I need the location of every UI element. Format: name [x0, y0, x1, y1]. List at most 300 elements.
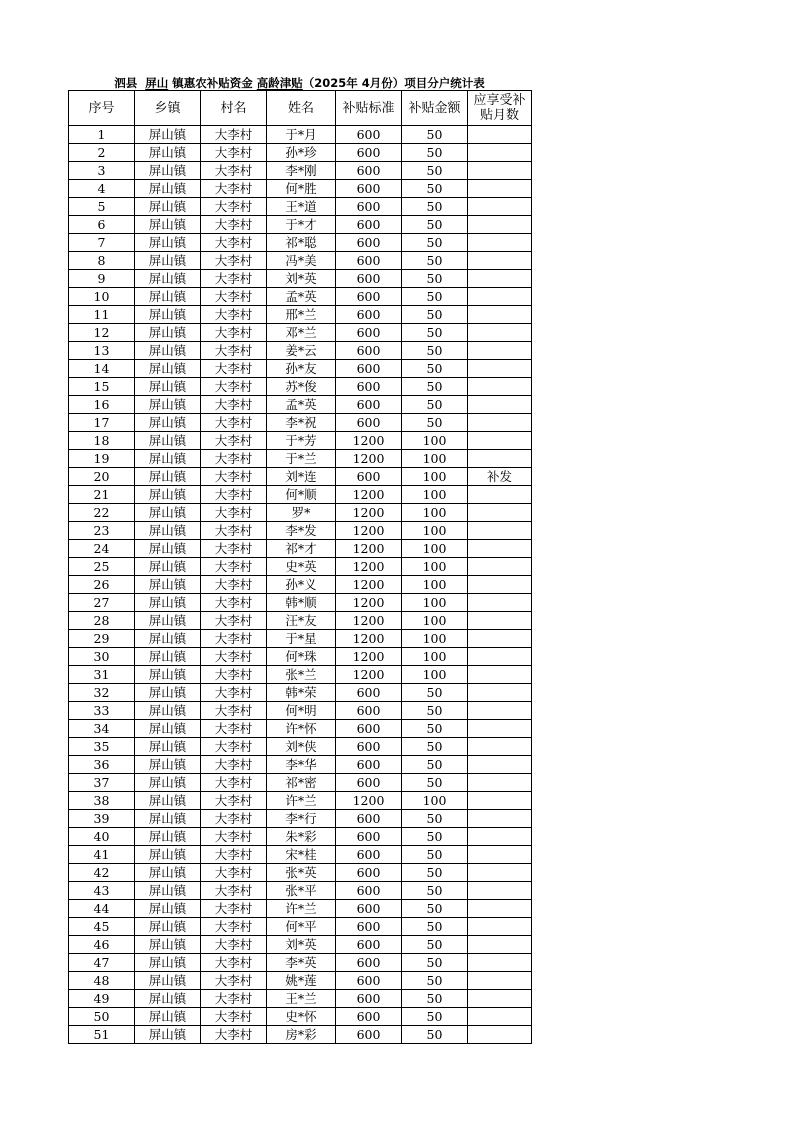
cell-amount: 50	[402, 828, 468, 846]
cell-index: 42	[69, 864, 135, 882]
cell-amount: 50	[402, 774, 468, 792]
cell-months	[468, 360, 532, 378]
cell-name: 刘*连	[267, 468, 336, 486]
cell-amount: 50	[402, 864, 468, 882]
cell-town: 屏山镇	[135, 486, 201, 504]
cell-amount: 50	[402, 306, 468, 324]
cell-town: 屏山镇	[135, 630, 201, 648]
table-row	[69, 774, 532, 792]
cell-months	[468, 828, 532, 846]
cell-town: 屏山镇	[135, 702, 201, 720]
cell-village: 大李村	[201, 630, 267, 648]
cell-town: 屏山镇	[135, 198, 201, 216]
cell-months	[468, 954, 532, 972]
cell-amount: 50	[402, 936, 468, 954]
cell-months	[468, 882, 532, 900]
cell-months	[468, 666, 532, 684]
cell-name: 苏*俊	[267, 378, 336, 396]
cell-town: 屏山镇	[135, 468, 201, 486]
cell-months	[468, 378, 532, 396]
cell-town: 屏山镇	[135, 990, 201, 1008]
cell-months	[468, 234, 532, 252]
cell-months	[468, 990, 532, 1008]
cell-amount: 50	[402, 900, 468, 918]
cell-amount: 100	[402, 468, 468, 486]
title-program: 高龄津贴	[256, 76, 303, 90]
cell-amount: 50	[402, 324, 468, 342]
cell-amount: 50	[402, 270, 468, 288]
cell-months	[468, 702, 532, 720]
cell-standard: 600	[336, 864, 402, 882]
cell-standard: 1200	[336, 594, 402, 612]
cell-name: 刘*侠	[267, 738, 336, 756]
cell-town: 屏山镇	[135, 270, 201, 288]
cell-town: 屏山镇	[135, 216, 201, 234]
cell-standard: 1200	[336, 576, 402, 594]
cell-amount: 50	[402, 162, 468, 180]
cell-amount: 50	[402, 234, 468, 252]
cell-name: 韩*荣	[267, 684, 336, 702]
cell-amount: 50	[402, 882, 468, 900]
cell-town: 屏山镇	[135, 504, 201, 522]
cell-name: 朱*彩	[267, 828, 336, 846]
table-row	[69, 306, 532, 324]
cell-index: 32	[69, 684, 135, 702]
table-row	[69, 216, 532, 234]
cell-town: 屏山镇	[135, 756, 201, 774]
table-row	[69, 882, 532, 900]
cell-name: 汪*友	[267, 612, 336, 630]
cell-name: 于*兰	[267, 450, 336, 468]
cell-town: 屏山镇	[135, 522, 201, 540]
table-row	[69, 756, 532, 774]
cell-name: 李*刚	[267, 162, 336, 180]
table-row	[69, 162, 532, 180]
table-row	[69, 864, 532, 882]
cell-amount: 50	[402, 198, 468, 216]
table-row	[69, 342, 532, 360]
cell-name: 房*彩	[267, 1026, 336, 1044]
cell-amount: 50	[402, 738, 468, 756]
cell-village: 大李村	[201, 972, 267, 990]
cell-index: 4	[69, 180, 135, 198]
cell-amount: 100	[402, 522, 468, 540]
cell-months	[468, 180, 532, 198]
cell-name: 许*兰	[267, 900, 336, 918]
cell-index: 43	[69, 882, 135, 900]
cell-index: 26	[69, 576, 135, 594]
cell-village: 大李村	[201, 540, 267, 558]
cell-standard: 600	[336, 396, 402, 414]
cell-name: 祁*才	[267, 540, 336, 558]
cell-standard: 600	[336, 918, 402, 936]
table-row	[69, 144, 532, 162]
cell-town: 屏山镇	[135, 864, 201, 882]
cell-amount: 50	[402, 810, 468, 828]
cell-village: 大李村	[201, 612, 267, 630]
cell-standard: 1200	[336, 432, 402, 450]
cell-months	[468, 252, 532, 270]
cell-village: 大李村	[201, 144, 267, 162]
cell-months	[468, 504, 532, 522]
cell-village: 大李村	[201, 234, 267, 252]
cell-name: 姜*云	[267, 342, 336, 360]
cell-standard: 600	[336, 342, 402, 360]
cell-town: 屏山镇	[135, 306, 201, 324]
cell-amount: 50	[402, 126, 468, 144]
subsidy-table	[68, 90, 532, 1044]
cell-index: 44	[69, 900, 135, 918]
cell-index: 31	[69, 666, 135, 684]
cell-name: 史*怀	[267, 1008, 336, 1026]
cell-index: 23	[69, 522, 135, 540]
cell-name: 宋*桂	[267, 846, 336, 864]
table-row	[69, 414, 532, 432]
cell-town: 屏山镇	[135, 180, 201, 198]
cell-town: 屏山镇	[135, 252, 201, 270]
cell-standard: 600	[336, 468, 402, 486]
cell-standard: 1200	[336, 648, 402, 666]
cell-amount: 100	[402, 540, 468, 558]
table-row	[69, 828, 532, 846]
cell-name: 姚*莲	[267, 972, 336, 990]
cell-town: 屏山镇	[135, 684, 201, 702]
table-row	[69, 396, 532, 414]
cell-village: 大李村	[201, 954, 267, 972]
cell-amount: 50	[402, 216, 468, 234]
cell-amount: 50	[402, 342, 468, 360]
cell-months	[468, 774, 532, 792]
cell-index: 33	[69, 702, 135, 720]
cell-months	[468, 738, 532, 756]
cell-town: 屏山镇	[135, 774, 201, 792]
table-row	[69, 324, 532, 342]
cell-amount: 50	[402, 756, 468, 774]
table-row	[69, 594, 532, 612]
cell-name: 孟*英	[267, 288, 336, 306]
cell-months	[468, 540, 532, 558]
cell-amount: 100	[402, 648, 468, 666]
cell-village: 大李村	[201, 918, 267, 936]
cell-town: 屏山镇	[135, 396, 201, 414]
cell-name: 刘*英	[267, 270, 336, 288]
cell-amount: 50	[402, 1026, 468, 1044]
cell-index: 2	[69, 144, 135, 162]
cell-village: 大李村	[201, 774, 267, 792]
cell-amount: 50	[402, 990, 468, 1008]
cell-months	[468, 810, 532, 828]
cell-name: 孙*义	[267, 576, 336, 594]
cell-index: 6	[69, 216, 135, 234]
table-row	[69, 504, 532, 522]
cell-name: 冯*美	[267, 252, 336, 270]
cell-months	[468, 306, 532, 324]
cell-village: 大李村	[201, 558, 267, 576]
cell-village: 大李村	[201, 288, 267, 306]
cell-village: 大李村	[201, 180, 267, 198]
table-row	[69, 576, 532, 594]
cell-standard: 600	[336, 234, 402, 252]
cell-town: 屏山镇	[135, 792, 201, 810]
cell-town: 屏山镇	[135, 144, 201, 162]
table-row	[69, 684, 532, 702]
cell-town: 屏山镇	[135, 666, 201, 684]
cell-standard: 600	[336, 972, 402, 990]
cell-name: 许*怀	[267, 720, 336, 738]
cell-town: 屏山镇	[135, 828, 201, 846]
cell-village: 大李村	[201, 270, 267, 288]
cell-amount: 50	[402, 684, 468, 702]
cell-standard: 600	[336, 306, 402, 324]
table-row	[69, 648, 532, 666]
header-village: 村名	[201, 91, 267, 126]
cell-index: 51	[69, 1026, 135, 1044]
cell-village: 大李村	[201, 990, 267, 1008]
cell-months	[468, 576, 532, 594]
cell-index: 8	[69, 252, 135, 270]
cell-amount: 100	[402, 450, 468, 468]
cell-months	[468, 198, 532, 216]
header-index: 序号	[69, 91, 135, 126]
cell-name: 李*发	[267, 522, 336, 540]
cell-standard: 1200	[336, 666, 402, 684]
cell-standard: 600	[336, 378, 402, 396]
table-row	[69, 990, 532, 1008]
cell-village: 大李村	[201, 684, 267, 702]
table-row	[69, 612, 532, 630]
cell-index: 5	[69, 198, 135, 216]
cell-name: 祁*聪	[267, 234, 336, 252]
cell-months	[468, 522, 532, 540]
cell-village: 大李村	[201, 450, 267, 468]
cell-village: 大李村	[201, 882, 267, 900]
cell-town: 屏山镇	[135, 558, 201, 576]
cell-standard: 600	[336, 324, 402, 342]
table-row	[69, 486, 532, 504]
cell-standard: 600	[336, 414, 402, 432]
table-row	[69, 630, 532, 648]
cell-index: 7	[69, 234, 135, 252]
cell-months	[468, 450, 532, 468]
cell-standard: 600	[336, 882, 402, 900]
cell-town: 屏山镇	[135, 900, 201, 918]
cell-index: 22	[69, 504, 135, 522]
cell-town: 屏山镇	[135, 648, 201, 666]
cell-months	[468, 288, 532, 306]
table-row	[69, 288, 532, 306]
cell-index: 50	[69, 1008, 135, 1026]
table-body	[69, 126, 532, 1044]
cell-town: 屏山镇	[135, 288, 201, 306]
table-row	[69, 450, 532, 468]
cell-amount: 50	[402, 252, 468, 270]
cell-index: 21	[69, 486, 135, 504]
cell-amount: 50	[402, 414, 468, 432]
cell-index: 45	[69, 918, 135, 936]
cell-name: 孙*珍	[267, 144, 336, 162]
cell-name: 罗*	[267, 504, 336, 522]
cell-name: 张*平	[267, 882, 336, 900]
cell-town: 屏山镇	[135, 414, 201, 432]
cell-standard: 600	[336, 360, 402, 378]
cell-index: 9	[69, 270, 135, 288]
title-middle: 镇惠农补贴资金	[172, 76, 253, 90]
table-row	[69, 522, 532, 540]
cell-name: 何*胜	[267, 180, 336, 198]
cell-amount: 50	[402, 720, 468, 738]
header-standard: 补贴标准	[336, 91, 402, 126]
cell-village: 大李村	[201, 252, 267, 270]
cell-amount: 50	[402, 846, 468, 864]
cell-name: 孟*英	[267, 396, 336, 414]
table-row	[69, 558, 532, 576]
cell-town: 屏山镇	[135, 450, 201, 468]
cell-town: 屏山镇	[135, 612, 201, 630]
table-row	[69, 702, 532, 720]
cell-months	[468, 792, 532, 810]
cell-standard: 600	[336, 1026, 402, 1044]
cell-town: 屏山镇	[135, 324, 201, 342]
cell-index: 12	[69, 324, 135, 342]
cell-index: 40	[69, 828, 135, 846]
cell-village: 大李村	[201, 198, 267, 216]
cell-index: 41	[69, 846, 135, 864]
cell-index: 47	[69, 954, 135, 972]
cell-village: 大李村	[201, 1008, 267, 1026]
cell-amount: 50	[402, 702, 468, 720]
cell-months	[468, 216, 532, 234]
cell-town: 屏山镇	[135, 810, 201, 828]
table-row	[69, 1008, 532, 1026]
cell-amount: 100	[402, 486, 468, 504]
cell-town: 屏山镇	[135, 126, 201, 144]
cell-months	[468, 612, 532, 630]
cell-standard: 1200	[336, 540, 402, 558]
cell-village: 大李村	[201, 396, 267, 414]
cell-name: 史*英	[267, 558, 336, 576]
cell-village: 大李村	[201, 576, 267, 594]
cell-village: 大李村	[201, 828, 267, 846]
cell-standard: 600	[336, 936, 402, 954]
cell-standard: 600	[336, 270, 402, 288]
cell-amount: 50	[402, 1008, 468, 1026]
cell-village: 大李村	[201, 792, 267, 810]
cell-index: 34	[69, 720, 135, 738]
cell-index: 35	[69, 738, 135, 756]
table-row	[69, 918, 532, 936]
cell-index: 27	[69, 594, 135, 612]
cell-index: 46	[69, 936, 135, 954]
table-row	[69, 252, 532, 270]
cell-village: 大李村	[201, 468, 267, 486]
cell-standard: 1200	[336, 450, 402, 468]
cell-standard: 600	[336, 702, 402, 720]
cell-standard: 600	[336, 198, 402, 216]
header-town: 乡镇	[135, 91, 201, 126]
table-row	[69, 810, 532, 828]
cell-village: 大李村	[201, 486, 267, 504]
cell-index: 49	[69, 990, 135, 1008]
cell-amount: 100	[402, 630, 468, 648]
cell-village: 大李村	[201, 756, 267, 774]
cell-months	[468, 324, 532, 342]
cell-town: 屏山镇	[135, 1026, 201, 1044]
cell-amount: 100	[402, 576, 468, 594]
cell-name: 孙*友	[267, 360, 336, 378]
cell-name: 李*祝	[267, 414, 336, 432]
table-row	[69, 360, 532, 378]
table-row	[69, 972, 532, 990]
cell-amount: 50	[402, 396, 468, 414]
cell-amount: 50	[402, 972, 468, 990]
cell-town: 屏山镇	[135, 738, 201, 756]
cell-months	[468, 486, 532, 504]
table-row	[69, 954, 532, 972]
cell-index: 15	[69, 378, 135, 396]
cell-name: 何*明	[267, 702, 336, 720]
cell-name: 李*行	[267, 810, 336, 828]
cell-standard: 600	[336, 756, 402, 774]
cell-index: 48	[69, 972, 135, 990]
cell-index: 38	[69, 792, 135, 810]
cell-town: 屏山镇	[135, 882, 201, 900]
cell-standard: 1200	[336, 630, 402, 648]
cell-amount: 100	[402, 594, 468, 612]
cell-months	[468, 396, 532, 414]
table-row	[69, 846, 532, 864]
cell-months	[468, 270, 532, 288]
cell-village: 大李村	[201, 342, 267, 360]
table-row	[69, 936, 532, 954]
cell-index: 10	[69, 288, 135, 306]
cell-months	[468, 918, 532, 936]
cell-village: 大李村	[201, 594, 267, 612]
cell-name: 何*珠	[267, 648, 336, 666]
header-name: 姓名	[267, 91, 336, 126]
cell-town: 屏山镇	[135, 162, 201, 180]
cell-index: 39	[69, 810, 135, 828]
cell-index: 28	[69, 612, 135, 630]
cell-town: 屏山镇	[135, 576, 201, 594]
cell-name: 于*星	[267, 630, 336, 648]
cell-months	[468, 846, 532, 864]
cell-months	[468, 144, 532, 162]
cell-index: 20	[69, 468, 135, 486]
cell-name: 李*华	[267, 756, 336, 774]
cell-months	[468, 594, 532, 612]
cell-standard: 600	[336, 738, 402, 756]
cell-village: 大李村	[201, 720, 267, 738]
cell-village: 大李村	[201, 738, 267, 756]
table-row	[69, 468, 532, 486]
cell-index: 25	[69, 558, 135, 576]
cell-months	[468, 900, 532, 918]
header-months: 应享受补贴月数	[468, 91, 532, 126]
cell-months	[468, 630, 532, 648]
cell-village: 大李村	[201, 864, 267, 882]
cell-village: 大李村	[201, 378, 267, 396]
cell-village: 大李村	[201, 504, 267, 522]
cell-index: 29	[69, 630, 135, 648]
table-row	[69, 270, 532, 288]
cell-index: 17	[69, 414, 135, 432]
cell-amount: 50	[402, 918, 468, 936]
table-row	[69, 900, 532, 918]
cell-months	[468, 558, 532, 576]
cell-standard: 600	[336, 990, 402, 1008]
cell-town: 屏山镇	[135, 954, 201, 972]
table-row	[69, 738, 532, 756]
